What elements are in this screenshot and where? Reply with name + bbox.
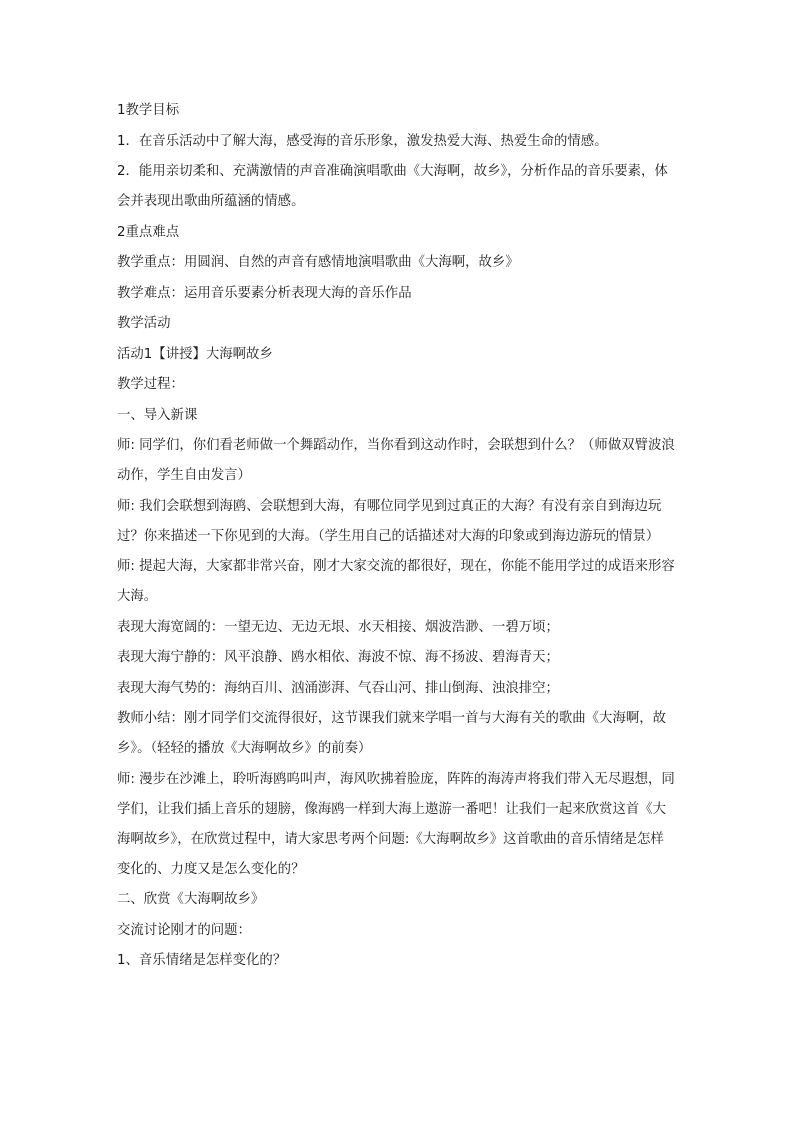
idioms-momentum: 表现大海气势的：海纳百川、汹涌澎湃、气吞山河、排山倒海、浊浪排空； <box>117 680 559 696</box>
idioms-calm: 表现大海宁静的：风平浪静、鸥水相依、海波不惊、海不扬波、碧海青天； <box>117 650 559 665</box>
goal-item-2: 2．能用亲切柔和、充满激情的声音准确演唱歌曲《大海啊，故乡》，分析作品的音乐要素，体会并表现出歌曲所蕴涵的情感。 <box>117 164 668 209</box>
section-appreciation: 二、欣赏《大海啊故乡》 <box>117 892 265 907</box>
teacher-summary: 教师小结：刚才同学们交流得很好，这节课我们就来学唱一首与大海有关的歌曲《大海啊，故乡》。（轻轻的播放《大海啊故乡》的前奏） <box>117 711 667 756</box>
heading-key-points: 2重点难点 <box>117 224 180 240</box>
key-point: 教学重点：用圆润、自然的声音有感情地演唱歌曲《大海啊，故乡》 <box>117 255 519 270</box>
idioms-vast: 表现大海宽阔的：一望无边、无边无垠、水天相接、烟波浩渺、一碧万顷； <box>117 619 559 635</box>
discussion-intro: 交流讨论刚才的问题： <box>117 922 251 938</box>
teacher-line-4: 师: 漫步在沙滩上，聆听海鸥呜叫声，海风吹拂着脸庞，阵阵的海涛声将我们带入无尽遐想，同学们，让我们插上音乐的翅膀，像海鸥一样到大海上遨游一番吧！让我们一起来欣赏这首《大海啊故乡》，在欣赏过程中，请大家思考两个问题:《大海啊故乡》这首歌曲的音乐情绪是怎样变化的、力度又是怎么变化的？ <box>117 771 675 877</box>
teacher-line-2: 师: 我们会联想到海鸥、会联想到大海，有哪位同学见到过真正的大海？有没有亲自到海边玩过？你来描述一下你见到的大海。（学生用自己的话描述对大海的印象或到海边游玩的情景） <box>117 498 662 544</box>
activity-title: 活动1【讲授】大海啊故乡 <box>117 346 273 362</box>
goal-item-1: 1．在音乐活动中了解大海，感受海的音乐形象，激发热爱大海、热爱生命的情感。 <box>117 133 608 149</box>
teacher-line-3: 师: 提起大海，大家都非常兴奋，刚才大家交流的都很好，现在，你能不能用学过的成语来形容大海。 <box>117 559 675 604</box>
teacher-line-1: 师: 同学们，你们看老师做一个舞蹈动作，当你看到这动作时，会联想到什么？（师做双臂波浪动作，学生自由发言） <box>117 438 675 483</box>
heading-teaching-process: 教学过程： <box>117 377 184 392</box>
discussion-question-1: 1、音乐情绪是怎样变化的？ <box>117 953 287 968</box>
section-introduction: 一、导入新课 <box>117 407 198 423</box>
heading-teaching-activities: 教学活动 <box>117 316 171 331</box>
difficult-point: 教学难点：运用音乐要素分析表现大海的音乐作品 <box>117 285 412 301</box>
document-body <box>117 101 677 982</box>
heading-teaching-goals: 1教学目标 <box>117 103 180 118</box>
